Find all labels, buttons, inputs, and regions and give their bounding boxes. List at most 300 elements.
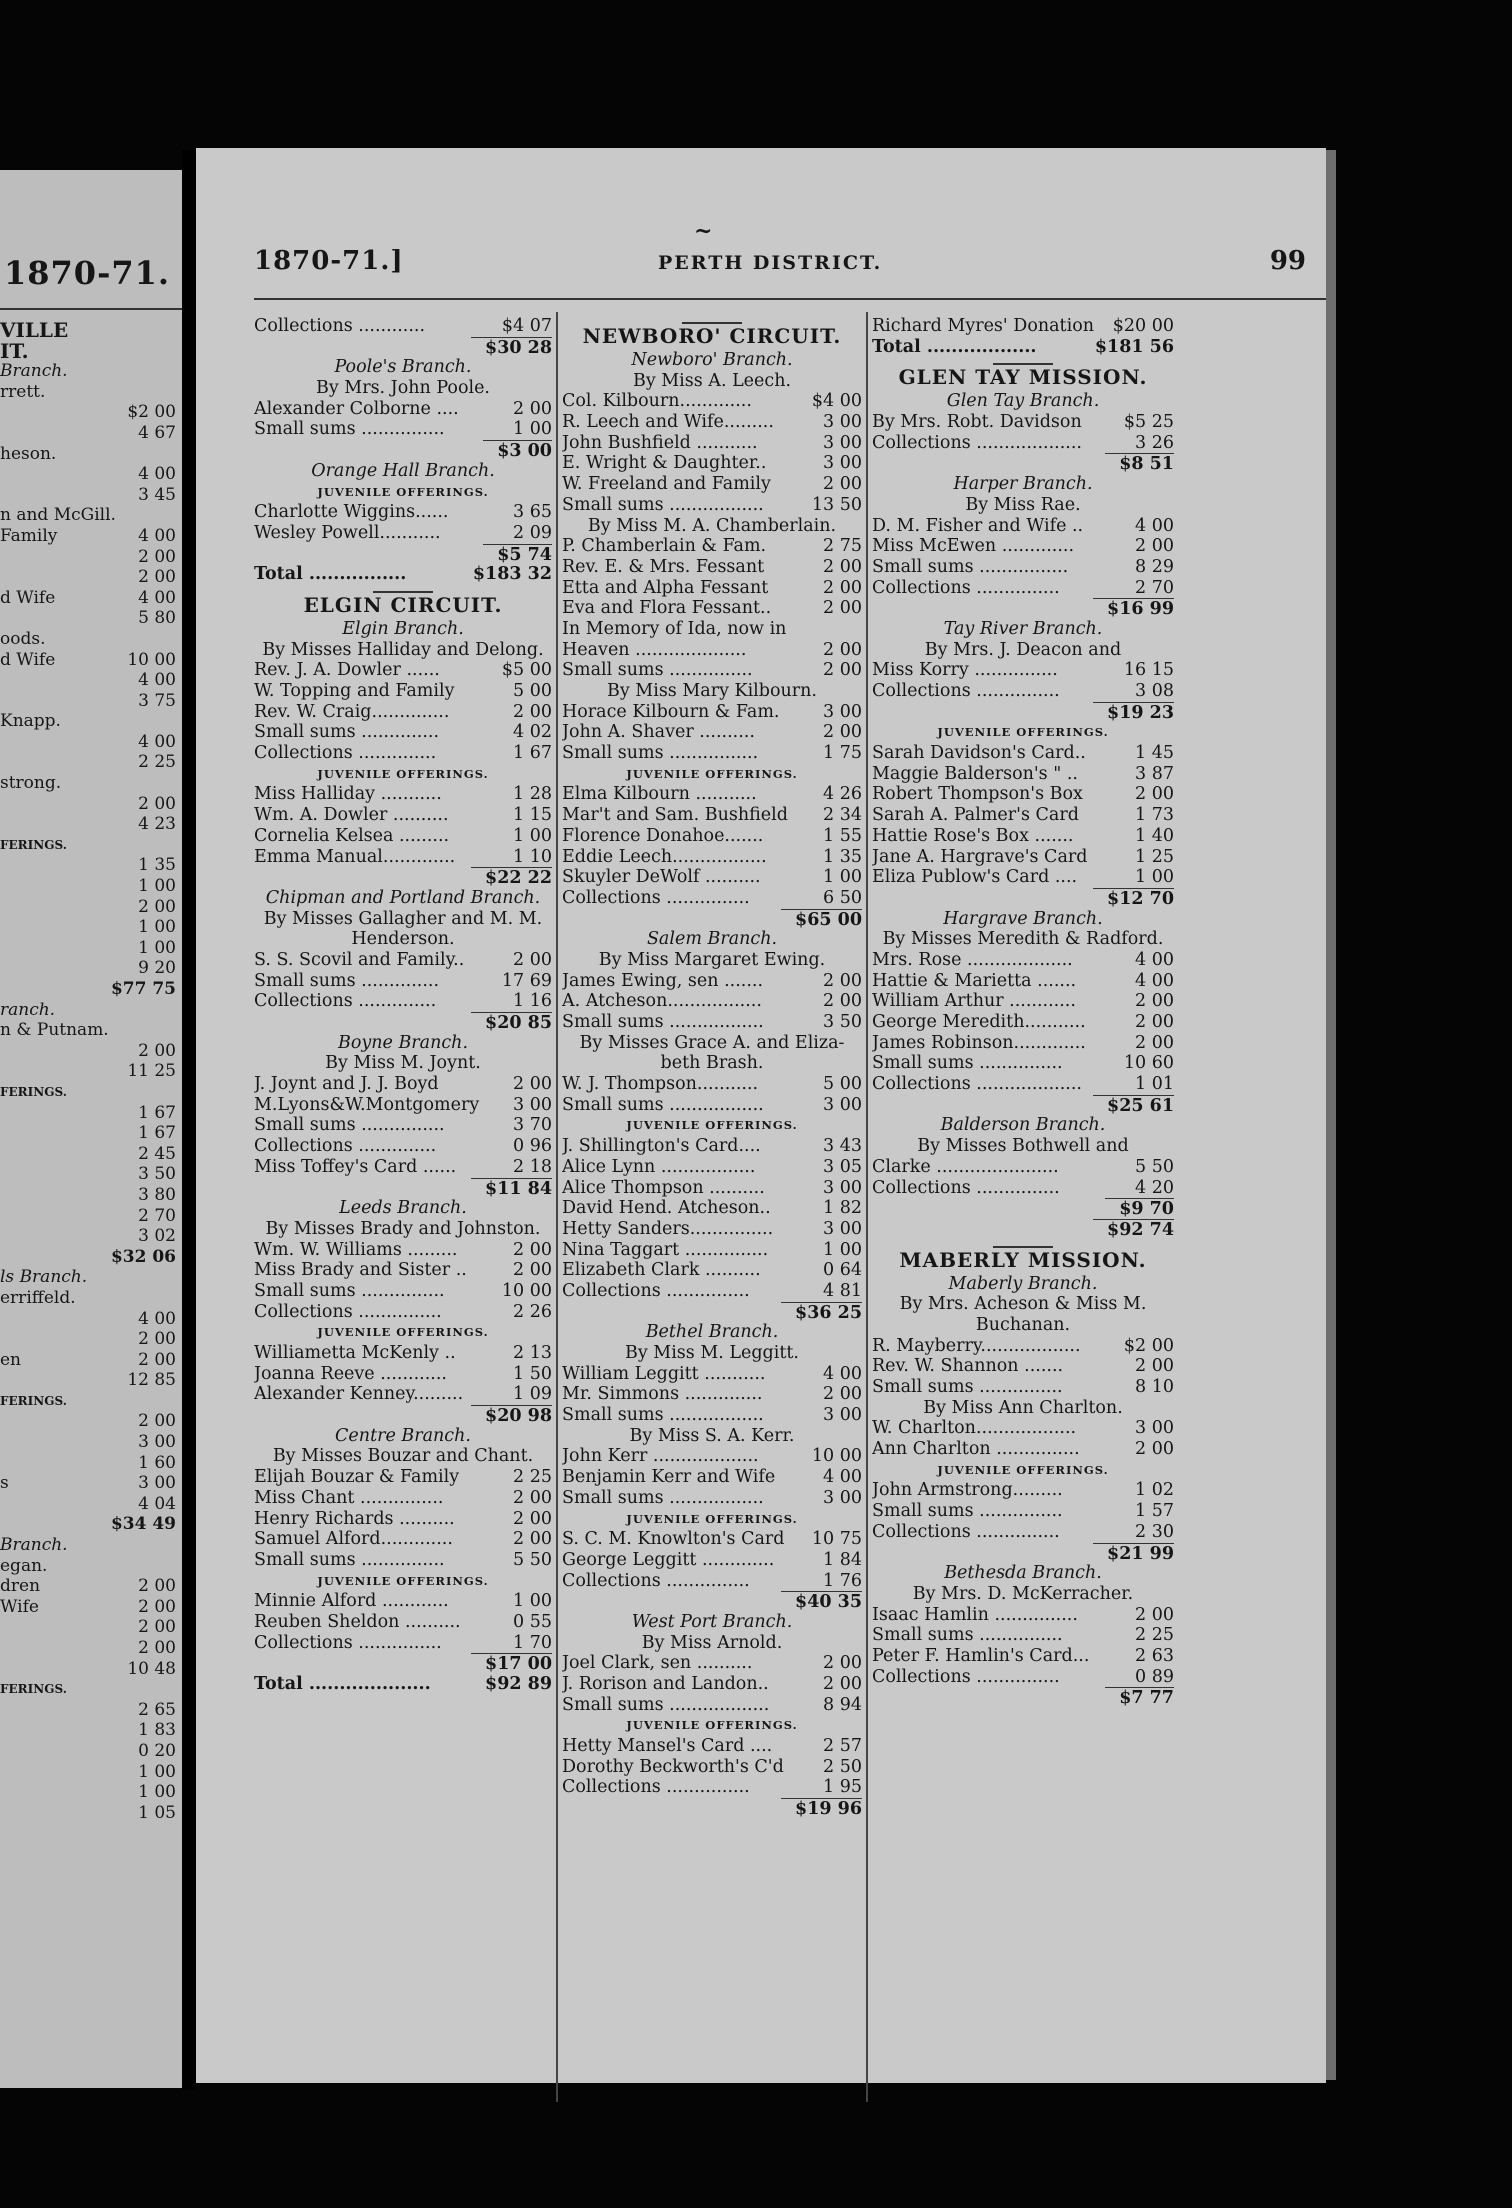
entry-row [562, 702, 862, 723]
entry-row [872, 1522, 1174, 1543]
entry-label: W. Charlton.................. [872, 1418, 1077, 1439]
left-fragment-label: FERINGS. [0, 837, 67, 852]
collector-line: By Misses Brady and Johnston. [265, 1218, 541, 1239]
entry-row [254, 971, 552, 992]
entry-amount: 3 00 [823, 1405, 862, 1426]
subtotal [254, 440, 552, 461]
entry-row [562, 1405, 862, 1426]
entry-row [254, 660, 552, 681]
entry-label: Minnie Alford ............ [254, 1591, 449, 1612]
left-page-header: 1870-71. [4, 254, 171, 292]
left-fragment-label: ranch. [0, 999, 56, 1020]
left-fragment-row [0, 320, 176, 341]
left-fragment-amount: 1 60 [138, 1452, 176, 1473]
branch-title: Glen Tay Branch. [946, 391, 1100, 412]
entry-label: Collections ............ [254, 316, 426, 336]
entry-label: Eva and Flora Fessant.. [562, 598, 772, 619]
book-gutter [182, 150, 196, 2090]
left-fragment-amount: 4 00 [138, 731, 176, 752]
entry-label: Skuyler DeWolf .......... [562, 867, 761, 888]
entry-label: Rev. W. Shannon ....... [872, 1356, 1064, 1377]
entry-row [562, 536, 862, 557]
left-fragment-amount: 2 00 [138, 1596, 176, 1617]
left-fragment-label: s [0, 1473, 9, 1494]
entry-label: Miss McEwen ............. [872, 536, 1075, 557]
entry-label: Joanna Reeve ............ [254, 1363, 447, 1384]
subtotal [254, 1178, 552, 1199]
total-row [872, 337, 1174, 358]
entry-row [562, 1488, 862, 1509]
subtotal [872, 1687, 1174, 1708]
entry-label: Collections ............... [254, 1301, 442, 1322]
entry-amount: 3 50 [823, 1012, 862, 1032]
left-fragment-amount: 4 23 [138, 814, 176, 835]
entry-amount: 2 00 [823, 970, 862, 991]
entry-amount: 2 00 [513, 1508, 552, 1529]
left-fragment-row [0, 1164, 176, 1185]
left-fragment-row [0, 1267, 176, 1288]
entry-label: Small sums .............. [254, 970, 440, 991]
entry-amount: $2 00 [1123, 1335, 1174, 1356]
left-fragment-row [0, 1720, 176, 1741]
entry-label: Hetty Sanders............... [562, 1218, 774, 1239]
entry-row [254, 991, 552, 1012]
left-fragment-label: n & Putnam. [0, 1020, 109, 1041]
entry-label: Small sums ................. [562, 1487, 764, 1508]
entry-row [254, 1281, 552, 1302]
collector-line: By Mrs. D. McKerracher. [912, 1583, 1134, 1604]
left-fragment-amount: 1 05 [138, 1802, 176, 1823]
subtotal [872, 598, 1174, 619]
entry-amount: 3 00 [823, 1094, 862, 1115]
left-fragment-row [0, 1329, 176, 1350]
entry-label: Collections .............. [254, 743, 437, 764]
entry-row [254, 950, 552, 971]
entry-row [562, 888, 862, 909]
total-label: Total .................... [254, 1674, 431, 1694]
left-fragment-label: ls Branch. [0, 1267, 88, 1288]
entry-amount: 4 00 [823, 1467, 862, 1488]
entry-label: Nina Taggart ............... [562, 1239, 769, 1260]
entry-amount: 1 76 [823, 1570, 862, 1591]
subtotal-amount: $22 22 [471, 867, 552, 888]
entry-amount: 3 00 [823, 1487, 862, 1508]
entry-amount: 4 02 [513, 722, 552, 743]
entry-amount: 3 00 [823, 432, 862, 453]
branch-title: Bethesda Branch. [944, 1563, 1102, 1584]
entry-row [562, 391, 862, 412]
entry-row [872, 1053, 1174, 1074]
entry-row [872, 764, 1174, 785]
entry-row [254, 1364, 552, 1385]
entry-amount: 2 25 [1135, 1625, 1174, 1646]
entry-amount: 5 50 [1135, 1156, 1174, 1177]
collector-line: By Miss S. A. Kerr. [629, 1425, 795, 1446]
collector-line: By Miss Arnold. [641, 1632, 783, 1653]
entry-label: Henry Richards .......... [254, 1508, 455, 1529]
entry-label: W. J. Thompson........... [562, 1074, 759, 1095]
entry-label: Small sums ............... [254, 1280, 445, 1301]
entry-label: Eliza Publow's Card .... [872, 867, 1078, 888]
entry-amount: 0 55 [513, 1611, 552, 1632]
entry-amount: 2 25 [513, 1467, 552, 1488]
left-fragment-label: Branch. [0, 361, 68, 382]
entry-label: E. Wright & Daughter.. [562, 453, 767, 474]
collector-line: By Misses Gallagher and M. M. [263, 908, 543, 929]
entry-amount: 4 00 [1135, 970, 1174, 991]
subtotal-amount: $92 74 [1093, 1219, 1174, 1240]
left-fragment-amount: 3 75 [138, 690, 176, 711]
branch-title: Newboro' Branch. [631, 350, 793, 370]
entry-label: Maggie Balderson's " .. [872, 763, 1078, 784]
column-3 [872, 316, 1174, 1708]
entry-label: Small sums ............... [562, 660, 753, 681]
entry-amount: 6 50 [823, 887, 862, 908]
entry-label: Wm. A. Dowler .......... [254, 805, 449, 826]
entry-label: Cornelia Kelsea ......... [254, 825, 450, 846]
collector-line: By Misses Halliday and Delong. [262, 639, 544, 660]
entry-row [254, 502, 552, 523]
subtotal-amount: $8 51 [1105, 453, 1174, 474]
subtotal-amount: $12 70 [1093, 888, 1174, 909]
left-fragment-row [0, 650, 176, 671]
entry-row [254, 1612, 552, 1633]
left-fragment-amount: 4 00 [138, 1308, 176, 1329]
entry-label: Joel Clark, sen .......... [562, 1653, 753, 1674]
subtotal [872, 1198, 1174, 1219]
entry-amount: $20 00 [1112, 316, 1174, 336]
collector-line: By Miss M. Leggitt. [624, 1343, 799, 1363]
entry-row [872, 1033, 1174, 1054]
left-fragment-amount: 10 00 [127, 649, 176, 670]
branch-title: Chipman and Portland Branch. [265, 887, 541, 908]
left-fragment-row [0, 711, 176, 732]
left-fragment-row [0, 1082, 176, 1103]
subtotal-amount: $9 70 [1105, 1198, 1174, 1219]
left-fragment-label: Family [0, 525, 58, 546]
entry-row [254, 399, 552, 420]
subtotal-amount: $19 96 [781, 1798, 862, 1819]
subtotal [562, 909, 862, 930]
left-fragment-row [0, 1782, 176, 1803]
entry-label: By Mrs. Robt. Davidson [872, 412, 1082, 433]
section-label: JUVENILE OFFERINGS. [626, 1118, 798, 1133]
entry-label: Isaac Hamlin ............... [872, 1604, 1078, 1625]
left-fragment-label: egan. [0, 1555, 48, 1576]
entry-row [872, 1074, 1174, 1095]
left-fragment-row [0, 938, 176, 959]
left-fragment-row [0, 814, 176, 835]
entry-row [872, 1605, 1174, 1626]
entry-amount: 2 00 [513, 1487, 552, 1508]
collector-line: By Miss Margaret Ewing. [598, 949, 826, 970]
entry-label: Collections ............... [562, 1777, 750, 1798]
entry-row [872, 826, 1174, 847]
left-fragment-amount: 1 83 [138, 1720, 176, 1741]
entry-label: Williametta McKenly .. [254, 1343, 456, 1363]
entry-label: R. Leech and Wife......... [562, 412, 774, 433]
left-fragment-label: n and McGill. [0, 505, 116, 526]
entry-label: Horace Kilbourn & Fam. [562, 701, 780, 722]
entry-label: Miss Toffey's Card ...... [254, 1156, 457, 1177]
circuit-title: NEWBORO' CIRCUIT. [582, 324, 842, 348]
entry-amount: 0 89 [1135, 1666, 1174, 1687]
entry-amount: 1 15 [513, 805, 552, 826]
entry-label: Samuel Alford............. [254, 1529, 453, 1550]
subtotal [562, 1591, 862, 1612]
entry-label: Alice Lynn ................. [562, 1156, 756, 1177]
entry-label: Ann Charlton ............... [872, 1439, 1080, 1460]
subtotal-amount: $40 35 [781, 1591, 862, 1612]
entry-amount: 4 81 [823, 1280, 862, 1301]
entry-amount: 2 30 [1135, 1521, 1174, 1542]
left-fragment-row [0, 1679, 176, 1700]
entry-amount: 3 00 [1135, 1418, 1174, 1439]
entry-row [562, 1446, 862, 1467]
left-fragment-row [0, 608, 176, 629]
left-fragment-amount: $2 00 [127, 402, 176, 423]
left-fragment-amount: 3 02 [138, 1226, 176, 1247]
entry-amount: 17 69 [501, 970, 552, 991]
left-fragment-row [0, 1350, 176, 1371]
entry-amount: 2 13 [513, 1343, 552, 1363]
left-fragment-amount: 4 67 [138, 422, 176, 443]
entry-label: Dorothy Beckworth's C'd [562, 1756, 784, 1777]
entry-label: Wesley Powell........... [254, 522, 441, 543]
left-fragment-label: oods. [0, 628, 46, 649]
entry-amount: 2 00 [823, 1674, 862, 1694]
entry-amount: 8 94 [823, 1694, 862, 1715]
entry-row [254, 1550, 552, 1571]
subtotal [872, 702, 1174, 723]
entry-row [254, 702, 552, 723]
collector-line: By Miss Ann Charlton. [923, 1397, 1123, 1418]
left-fragment-amount: 2 00 [138, 567, 176, 588]
entry-amount: 3 43 [823, 1136, 862, 1157]
entry-label: Charlotte Wiggins...... [254, 502, 449, 523]
subtotal-amount: $7 77 [1105, 1687, 1174, 1708]
entry-label: Col. Kilbourn............. [562, 391, 752, 412]
left-fragment-row [0, 382, 176, 403]
entry-amount: 4 20 [1135, 1177, 1174, 1198]
entry-row [562, 991, 862, 1012]
branch-title: Maberly Branch. [948, 1273, 1098, 1294]
left-fragment-row [0, 1391, 176, 1412]
left-fragment-amount: 1 35 [138, 855, 176, 876]
entry-amount: 2 63 [1135, 1645, 1174, 1666]
entry-row [562, 557, 862, 578]
left-fragment-row [0, 670, 176, 691]
entry-amount: 1 82 [823, 1198, 862, 1219]
left-fragment-row [0, 629, 176, 650]
entry-label: Sarah A. Palmer's Card [872, 805, 1079, 826]
section-label: JUVENILE OFFERINGS. [626, 1511, 798, 1526]
entry-row [254, 1633, 552, 1654]
entry-amount: $4 07 [501, 316, 552, 336]
entry-amount: 2 00 [513, 1074, 552, 1095]
entry-label: Elma Kilbourn ........... [562, 784, 757, 805]
left-fragment-row [0, 1185, 176, 1206]
left-fragment-row [0, 1123, 176, 1144]
entry-row [872, 847, 1174, 868]
left-fragment-amount: 2 25 [138, 752, 176, 773]
entry-label: In Memory of Ida, now in [562, 618, 787, 639]
entry-amount: 0 64 [823, 1260, 862, 1281]
entry-label: James Ewing, sen ....... [562, 970, 764, 991]
entry-row [254, 523, 552, 544]
left-fragment-row [0, 547, 176, 568]
left-fragment-amount: 5 80 [138, 608, 176, 629]
left-fragment-amount: 2 65 [138, 1699, 176, 1720]
entry-amount: 4 26 [823, 784, 862, 805]
entry-label: Small sums ............... [254, 1115, 445, 1136]
left-fragment-row [0, 1576, 176, 1597]
entry-row [254, 1115, 552, 1136]
entry-amount: 1 45 [1135, 743, 1174, 764]
left-fragment-amount: 2 00 [138, 1040, 176, 1061]
left-fragment-amount: 1 67 [138, 1102, 176, 1123]
left-fragment-label: en [0, 1349, 22, 1370]
entry-label: J. Shillington's Card.... [562, 1136, 761, 1157]
entry-amount: 4 00 [1135, 515, 1174, 536]
branch-title: Hargrave Branch. [943, 908, 1103, 929]
entry-label: Wm. W. Williams ......... [254, 1239, 458, 1260]
entry-label: R. Mayberry.................. [872, 1335, 1081, 1356]
entry-row [562, 1012, 862, 1033]
collector-line: By Misses Bouzar and Chant. [272, 1446, 534, 1467]
entry-amount: 2 00 [823, 598, 862, 619]
left-fragment-row [0, 1556, 176, 1577]
entry-label: Small sums .................. [562, 1694, 770, 1715]
entry-row [872, 557, 1174, 578]
entry-amount: 13 50 [811, 494, 862, 515]
entry-label: A. Atcheson................. [562, 991, 762, 1012]
left-fragment-row [0, 1762, 176, 1783]
entry-amount: 2 00 [823, 474, 862, 495]
subtotal-amount: $5 74 [483, 544, 552, 565]
page-edge [1326, 150, 1336, 2080]
entry-amount: 2 00 [1135, 1356, 1174, 1377]
entry-amount: 3 65 [513, 502, 552, 523]
left-fragment-row [0, 958, 176, 979]
left-fragment-amount: 1 00 [138, 876, 176, 897]
entry-label: Small sums ............... [872, 1625, 1063, 1646]
entry-label: Collections ............... [872, 577, 1060, 598]
entry-row [562, 847, 862, 868]
entry-label: George Meredith........... [872, 1012, 1086, 1032]
left-fragment-row [0, 855, 176, 876]
entry-row [872, 1418, 1174, 1439]
header-rule [254, 298, 1336, 300]
running-header [254, 246, 1306, 286]
branch-title: Salem Branch. [646, 929, 778, 950]
entry-label: Small sums ................. [562, 1012, 764, 1032]
collector-line: By Misses Grace A. and Eliza- [579, 1032, 845, 1053]
collector-line: By Mrs. Acheson & Miss M. [899, 1294, 1147, 1315]
left-fragment-row [0, 423, 176, 444]
entry-row [562, 1219, 862, 1240]
entry-amount: 2 75 [823, 536, 862, 557]
left-fragment-amount: 2 00 [138, 1349, 176, 1370]
entry-amount: 2 34 [823, 805, 862, 826]
entry-row [562, 971, 862, 992]
total-row [254, 1674, 552, 1695]
left-fragment-row [0, 588, 176, 609]
subtotal [872, 1543, 1174, 1564]
entry-row [562, 1178, 862, 1199]
left-fragment-amount: 12 85 [127, 1370, 176, 1391]
entry-label: Clarke ...................... [872, 1156, 1059, 1177]
entry-label: Small sums ................. [562, 1405, 764, 1426]
collector-line: By Mrs. J. Deacon and [924, 639, 1122, 660]
entry-row [562, 640, 862, 661]
entry-row [872, 1356, 1174, 1377]
entry-amount: 1 28 [513, 784, 552, 805]
left-fragment-amount: 9 20 [138, 958, 176, 979]
branch-title: Elgin Branch. [342, 618, 464, 639]
entry-row [562, 826, 862, 847]
entry-label: Peter F. Hamlin's Card... [872, 1645, 1090, 1666]
left-fragment-amount: 2 00 [138, 793, 176, 814]
entry-row [254, 1260, 552, 1281]
entry-row [872, 1178, 1174, 1199]
entry-amount: 2 00 [1135, 1604, 1174, 1625]
entry-amount: 1 00 [513, 1591, 552, 1612]
entry-amount: 3 05 [823, 1156, 862, 1177]
entry-amount: 2 00 [1135, 1032, 1174, 1053]
entry-label: Small sums ................. [562, 1094, 764, 1115]
left-fragment-amount: 4 00 [138, 464, 176, 485]
collector-line: By Miss A. Leech. [632, 370, 792, 391]
entry-row [872, 1439, 1174, 1460]
left-fragment-amount: 3 45 [138, 484, 176, 505]
entry-label: Rev. W. Craig.............. [254, 701, 450, 722]
entry-amount: 3 00 [823, 1177, 862, 1198]
total-amount: $92 89 [485, 1674, 552, 1694]
entry-label: Mar't and Sam. Bushfield [562, 805, 788, 826]
entry-label: Rev. J. A. Dowler ...... [254, 660, 440, 681]
entry-row [872, 1625, 1174, 1646]
left-fragment-amount: 10 48 [127, 1658, 176, 1679]
entry-row [562, 805, 862, 826]
entry-label: John Armstrong......... [872, 1480, 1063, 1501]
entry-row [872, 784, 1174, 805]
entry-label: Alexander Kenney......... [254, 1384, 464, 1405]
entry-amount: 1 35 [823, 846, 862, 867]
left-page-entries [0, 320, 176, 1823]
entry-label: W. Freeland and Family [562, 474, 771, 495]
entry-label: George Leggitt ............. [562, 1549, 775, 1570]
entry-amount: 0 96 [513, 1136, 552, 1157]
subtotal-amount: $21 99 [1093, 1543, 1174, 1564]
entry-amount: 4 00 [823, 1363, 862, 1384]
entry-label: Small sums ................. [562, 494, 764, 515]
entry-label: Emma Manual............. [254, 846, 456, 867]
collector-line: By Miss M. A. Chamberlain. [587, 515, 837, 536]
entry-row [872, 1667, 1174, 1688]
left-fragment-row [0, 1061, 176, 1082]
left-fragment-row [0, 1309, 176, 1330]
entry-label: Miss Korry ............... [872, 660, 1058, 681]
collector-line: By Misses Meredith & Radford. [882, 929, 1164, 950]
entry-row [562, 1157, 862, 1178]
entry-label: Mrs. Rose ................... [872, 949, 1073, 970]
left-fragment-amount: 2 00 [138, 1576, 176, 1597]
entry-label: Miss Halliday ........... [254, 784, 442, 805]
entry-row [562, 453, 862, 474]
left-fragment-row [0, 1432, 176, 1453]
entry-amount: 1 16 [513, 991, 552, 1012]
